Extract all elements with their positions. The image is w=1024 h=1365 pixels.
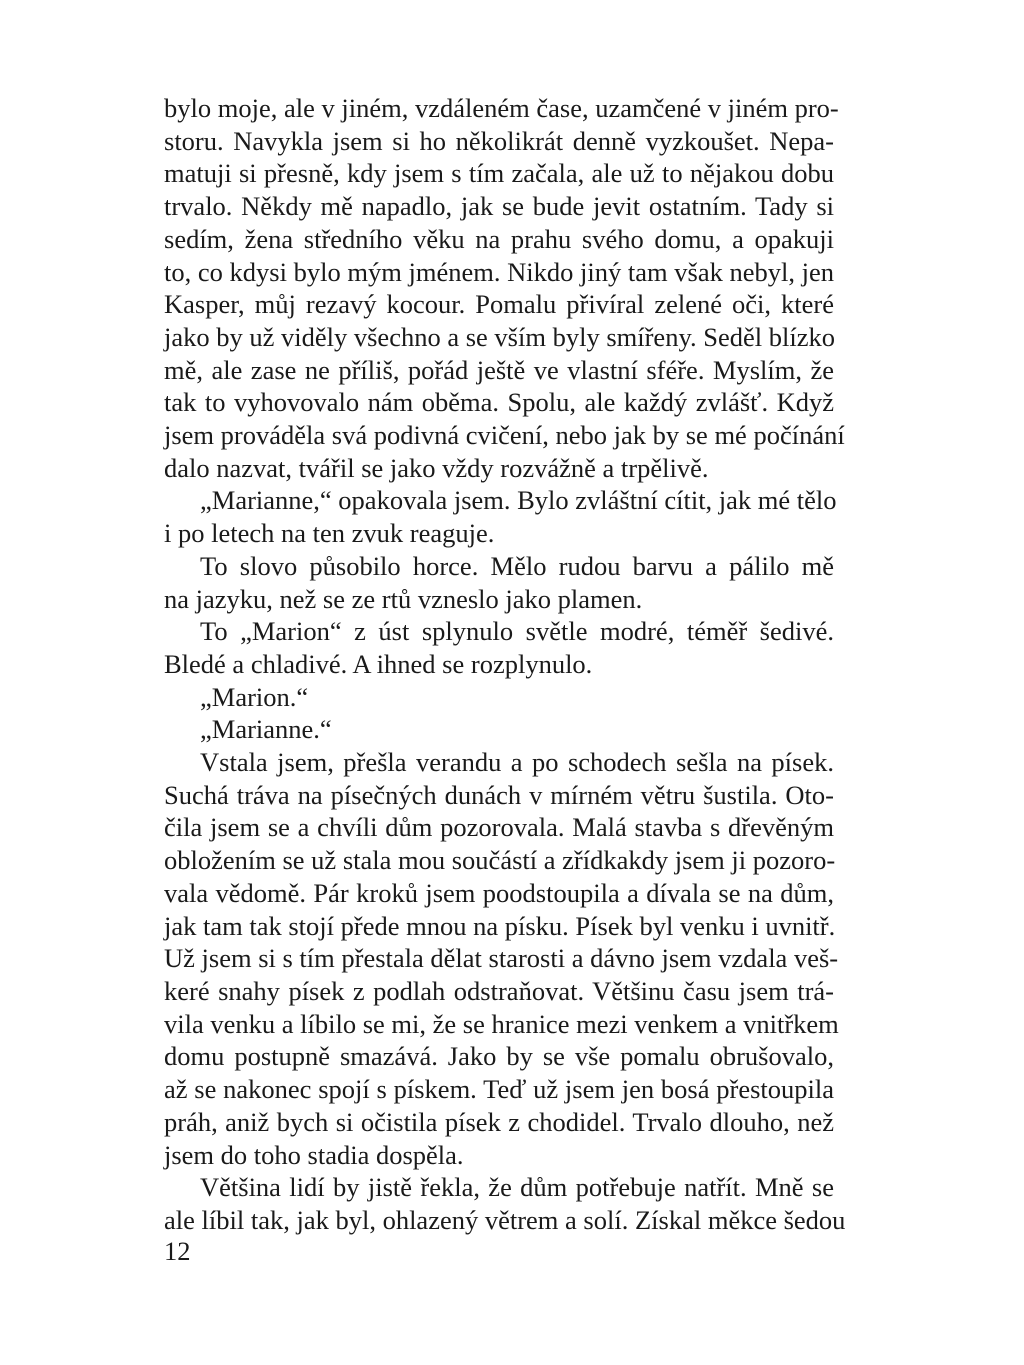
text-line: „Marianne.“	[200, 714, 332, 745]
text-line: Většina lidí by jistě řekla, že dům potřebuje natřít. Mně se	[200, 1172, 834, 1203]
page-number: 12	[164, 1236, 191, 1266]
text-line: To „Marion“ z úst splynulo světle modré, téměř šedivé.	[200, 616, 834, 647]
text-line: „Marion.“	[200, 681, 309, 712]
text-line: i po letech na ten zvuk reaguje.	[164, 518, 495, 549]
text-line: jako by už viděly všechno a se vším byly smířeny. Seděl blízko	[164, 321, 835, 352]
text-line: mě, ale zase ne příliš, pořád ještě ve vlastní sféře. Myslím, že	[164, 354, 834, 385]
paragraph	[164, 615, 834, 680]
paragraph	[164, 92, 845, 484]
text-line: Suchá tráva na písečných dunách v mírném větru šustila. Oto-	[164, 779, 834, 810]
text-line: matuji si přesně, kdy jsem s tím začala, ale už to nějakou dobu	[164, 158, 834, 189]
paragraph	[164, 484, 837, 549]
text-line: keré snahy písek z podlah odstraňovat. Většinu času jsem trá-	[164, 975, 834, 1006]
paragraph	[164, 681, 834, 714]
text-line: vila venku a líbilo se mi, že se hranice mezi venkem a vnitřkem	[164, 1008, 839, 1039]
text-line: dalo nazvat, tvářil se jako vždy rozvážně a trpělivě.	[164, 452, 709, 483]
text-line: to, co kdysi bylo mým jménem. Nikdo jiný tam však nebyl, jen	[164, 256, 834, 287]
text-line: Už jsem si s tím přestala dělat starosti a dávno jsem vzdala veš-	[164, 943, 839, 974]
text-line: trvalo. Někdy mě napadlo, jak se bude jevit ostatním. Tady si	[164, 191, 834, 222]
text-line: jak tam tak stojí přede mnou na písku. Písek byl venku i uvnitř.	[164, 910, 836, 941]
text-line: Bledé a chladivé. A ihned se rozplynulo.	[164, 648, 593, 679]
paragraph	[164, 713, 834, 746]
text-line: Vstala jsem, přešla verandu a po schodech sešla na písek.	[200, 747, 834, 778]
page-body	[164, 92, 846, 1237]
paragraph	[164, 550, 834, 615]
text-line: čila jsem se a chvíli dům pozorovala. Malá stavba s dřevěným	[164, 812, 834, 843]
text-line: jsem do toho stadia dospěla.	[164, 1139, 464, 1170]
paragraph	[164, 1171, 846, 1236]
text-line: domu postupně smazává. Jako by se vše pomalu obrušovalo,	[164, 1041, 834, 1072]
text-line: až se nakonec spojí s pískem. Teď už jsem jen bosá přestoupila	[164, 1074, 834, 1105]
text-line: „Marianne,“ opakovala jsem. Bylo zvláštní cítit, jak mé tělo	[200, 485, 837, 516]
text-line: tak to vyhovovalo nám oběma. Spolu, ale každý zvlášť. Když	[164, 387, 834, 418]
text-line: Kasper, můj rezavý kocour. Pomalu přivíral zelené oči, které	[164, 289, 834, 320]
text-line: obložením se už stala mou součástí a zřídkakdy jsem ji pozoro-	[164, 845, 836, 876]
text-line: jsem prováděla svá podivná cvičení, nebo jak by se mé počínání	[164, 420, 845, 451]
paragraph	[164, 746, 839, 1171]
text-line: ale líbil tak, jak byl, ohlazený větrem a solí. Získal měkce šedou	[164, 1204, 846, 1235]
text-line: storu. Navykla jsem si ho několikrát denně vyzkoušet. Nepa-	[164, 125, 834, 156]
text-line: vala vědomě. Pár kroků jsem poodstoupila a dívala se na dům,	[164, 877, 834, 908]
text-line: bylo moje, ale v jiném, vzdáleném čase, uzamčené v jiném pro-	[164, 93, 839, 123]
text-line: To slovo působilo horce. Mělo rudou barvu a pálilo mě	[200, 550, 834, 581]
text-line: práh, aniž bych si očistila písek z chodidel. Trvalo dlouho, než	[164, 1106, 834, 1137]
text-line: na jazyku, než se ze rtů vzneslo jako plamen.	[164, 583, 643, 614]
text-line: sedím, žena středního věku na prahu svého domu, a opakuji	[164, 223, 834, 254]
